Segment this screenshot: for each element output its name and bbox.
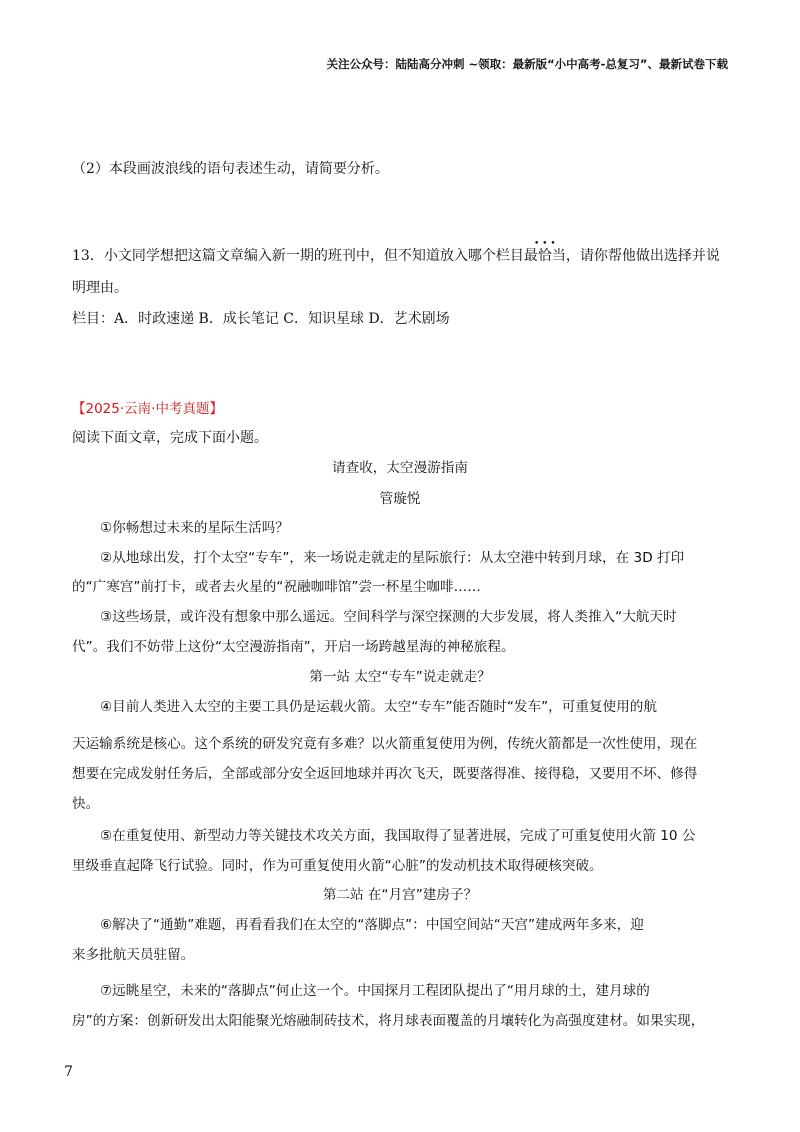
paragraph-3-line2: 代”。我们不妨带上这份“太空漫游指南”，开启一场跨越星海的神秘旅程。 bbox=[72, 639, 515, 655]
paragraph-4-line4: 快。 bbox=[72, 796, 100, 812]
paragraph-6-line1: ⑥解决了“通勤”难题，再看看我们在太空的“落脚点”：中国空间站“天宫”建成两年多来，迎 bbox=[100, 917, 644, 933]
question-13 bbox=[72, 246, 728, 266]
paragraph-5-line2: 里级垂直起降飞行试验。同时，作为可重复使用火箭“心脏”的发动机技术取得硬核突破。 bbox=[72, 858, 603, 874]
paragraph-3-line1: ③这些场景，或许没有想象中那么遥远。空间科学与深空探测的大步发展，将人类推入“大航天时 bbox=[100, 609, 677, 625]
station-2-heading: 第二站 在“月宫”建房子？ bbox=[322, 887, 478, 903]
paragraph-4-line1: ④目前人类进入太空的主要工具仍是运载火箭。太空“专车”能否随时“发车”，可重复使用的航 bbox=[100, 699, 657, 715]
paragraph-4-line3: 想要在完成发射任务后，全部或部分安全返回地球并再次飞天，既要落得准、接得稳，又要用不坏、修得 bbox=[72, 766, 698, 782]
paragraph-4-line2: 天运输系统是核心。这个系统的研发究竟有多难？以火箭重复使用为例，传统火箭都是一次性使用，现在 bbox=[72, 736, 698, 752]
paragraph-2-line2: 的“广寒宫”前打卡，或者去火星的“祝融咖啡馆”尝一杯星尘咖啡…… bbox=[72, 579, 481, 595]
article-title: 请查收，太空漫游指南 bbox=[332, 460, 468, 476]
paragraph-7-line1: ⑦远眺星空，未来的“落脚点”何止这一个。中国探月工程团队提出了“用月球的土，建月球的 bbox=[100, 983, 650, 999]
source-tag: 【2025·云南·中考真题】 bbox=[72, 401, 223, 417]
article-author: 管璇悦 bbox=[379, 491, 421, 507]
page-header: 关注公众号：陆陆高分冲刺 ~领取：最新版“小中高考-总复习”、最新试卷下载 bbox=[326, 57, 728, 71]
paragraph-5-line1: ⑤在重复使用、新型动力等关键技术攻关方面，我国取得了显著进展，完成了可重复使用火箭 10 公 bbox=[100, 828, 696, 844]
paragraph-1: ①你畅想过未来的星际生活吗？ bbox=[100, 520, 289, 536]
paragraph-6-line2: 来多批航天员驻留。 bbox=[72, 947, 195, 963]
question-12-2: （2）本段画波浪线的语句表述生动，请简要分析。 bbox=[72, 161, 389, 177]
question-13-emphasis: • • • 最恰当 bbox=[524, 248, 566, 264]
reading-instruction: 阅读下面文章，完成下面小题。 bbox=[72, 430, 268, 446]
page-number: 7 bbox=[64, 1064, 73, 1080]
question-13-line2: 明理由。 bbox=[72, 280, 128, 296]
question-13-options: 栏目：A．时政速递 B．成长笔记 C．知识星球 D．艺术剧场 bbox=[72, 311, 450, 327]
question-13-text-before: 13．小文同学想把这篇文章编入新一期的班刊中，但不知道放入哪个栏目 bbox=[72, 248, 524, 264]
paragraph-2-line1: ②从地球出发，打个太空“专车”，来一场说走就走的星际旅行：从太空港中转到月球，在 3D 打印 bbox=[100, 550, 685, 566]
paragraph-7-line2: 房”的方案：创新研发出太阳能聚光熔融制砖技术，将月球表面覆盖的月壤转化为高强度建材。如果实现， bbox=[72, 1013, 705, 1029]
question-13-text-after: ，请你帮他做出选择并说 bbox=[565, 248, 720, 264]
station-1-heading: 第一站 太空“专车”说走就走？ bbox=[309, 669, 491, 685]
